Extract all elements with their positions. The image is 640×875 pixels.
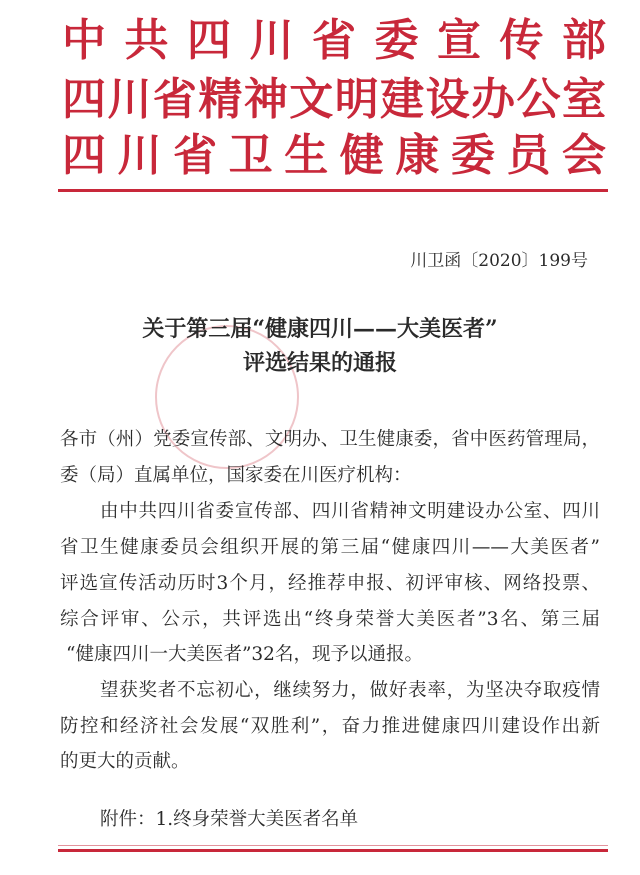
body-line: 望获奖者不忘初心，继续努力，做好表率，为坚决夺取疫情 <box>100 680 600 701</box>
body-line: 防控和经济社会发展“双胜利”，奋力推进健康四川建设作出新 <box>60 716 600 737</box>
document-title-line-2: 评选结果的通报 <box>242 350 397 376</box>
document-number: 川卫函〔2020〕199号 <box>410 251 588 271</box>
footer-divider-thick <box>58 849 608 852</box>
body-line: 由中共四川省委宣传部、四川省精神文明建设办公室、四川 <box>100 501 600 522</box>
body-line: 省卫生健康委员会组织开展的第三届“健康四川——大美医者” <box>60 537 600 558</box>
body-line: 综合评审、公示，共评选出“终身荣誉大美医者”3名、第三届 <box>60 609 600 630</box>
body-line: “健康四川一大美医者”32名，现予以通报。 <box>66 644 423 665</box>
body-line: 委（局）直属单位，国家委在川医疗机构： <box>60 465 412 486</box>
issuer-line-1: 中共四川省委宣传部 <box>62 15 606 66</box>
body-line: 的更大的贡献。 <box>60 751 190 772</box>
document-title-line-1: 关于第三届“健康四川——大美医者” <box>142 316 498 342</box>
header-divider <box>58 189 608 192</box>
attachment-line: 附件：1.终身荣誉大美医者名单 <box>100 809 359 830</box>
issuer-line-2: 四川省精神文明建设办公室 <box>62 74 606 125</box>
body-line: 各市（州）党委宣传部、文明办、卫生健康委，省中医药管理局， <box>60 429 600 450</box>
issuer-line-3: 四川省卫生健康委员会 <box>62 130 606 181</box>
footer-divider-thin <box>58 845 608 846</box>
body-line: 评选宣传活动历时3个月，经推荐申报、初评审核、网络投票、 <box>60 573 600 594</box>
